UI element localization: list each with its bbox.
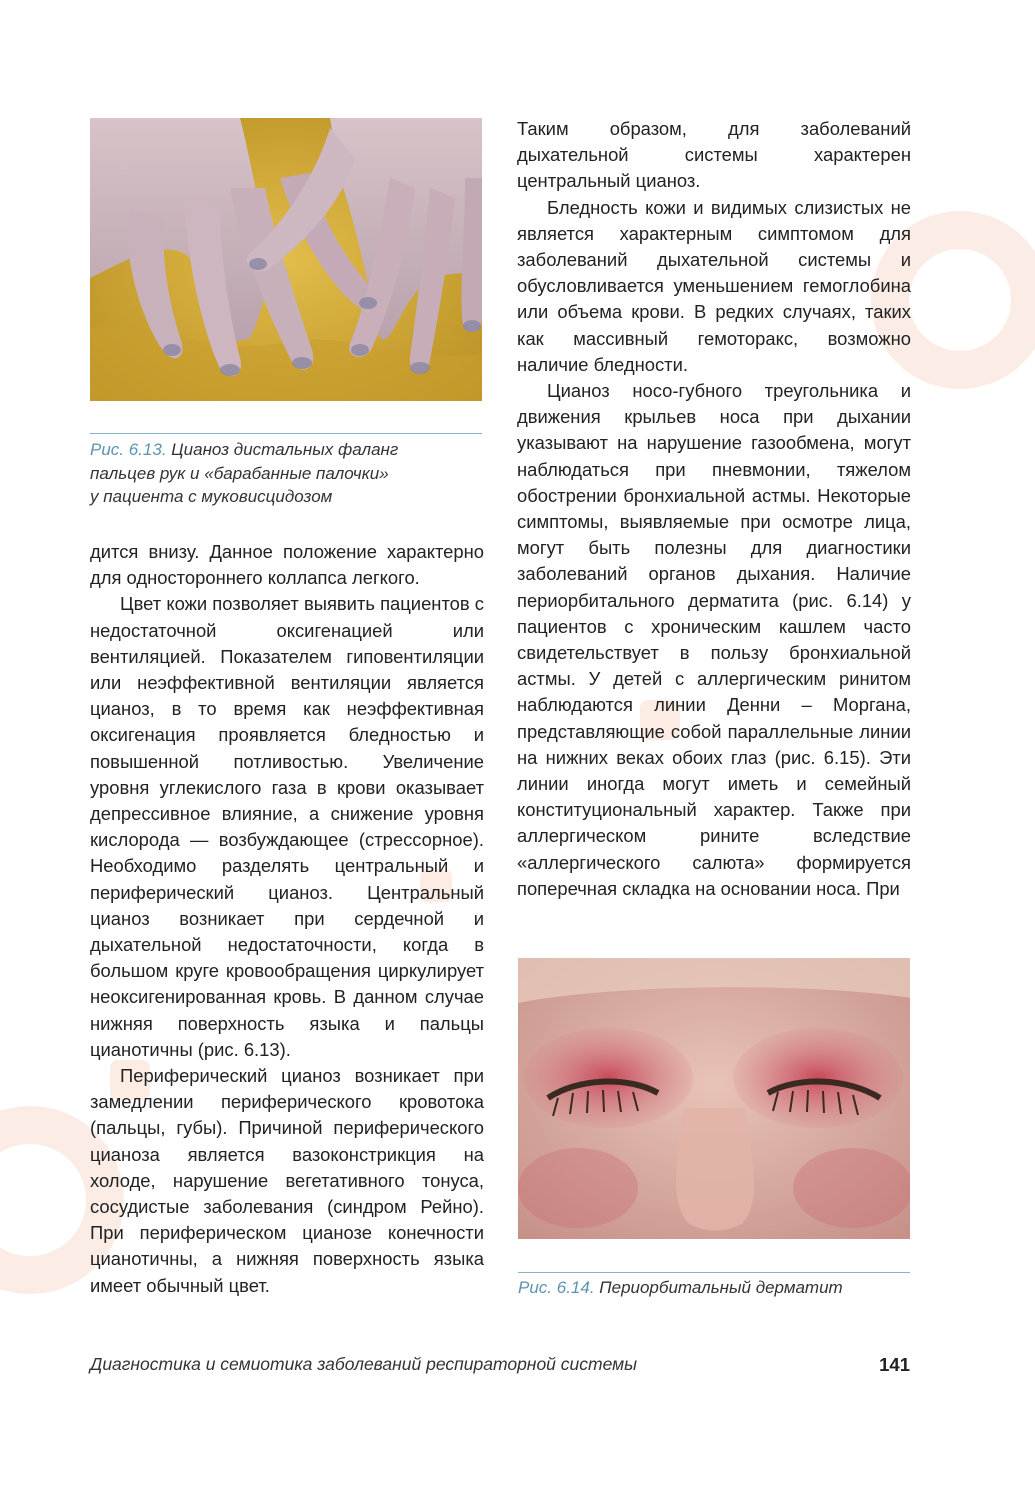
figure-6-14-label: Рис. 6.14. — [518, 1278, 595, 1297]
figure-6-13-caption-line-2: пальцев рук и «барабанные палочки» — [90, 463, 389, 483]
figure-6-13-caption-line-1: Цианоз дистальных фаланг — [171, 440, 399, 459]
right-paragraph-2: Бледность кожи и видимых слизистых не является характерным симптомом для заболеваний дыхательной системы и обусловливается уменьшением гемоглобина или объема крови. В редких случаях, таких как массивный гемоторакс, возможно наличие бледности. — [517, 196, 911, 375]
hands-cyanosis-photo — [90, 118, 482, 401]
periorbital-dermatitis-photo — [518, 958, 910, 1239]
right-paragraph-3: Цианоз носо-губного треугольника и движения крыльев носа при дыхании указывают на нарушение газообмена, могут наблюдаться при пневмонии, тяжелом обострении бронхиальной астмы. Некоторые симптомы, выявляемые при осмотре лица, могут быть полезны для диагностики заболеваний органов дыхания. Наличие периорбитального дерматита (рис. 6.14) у пациентов с хроническим кашлем часто свидетельствует в пользу бронхиальной астмы. У детей с аллергическим ринитом наблюдаются линии Денни – Моргана, представляющие собой параллельные линии на нижних веках обоих глаз (рис. 6.15). Эти линии иногда могут иметь и семейный конституциональный характер. Также при аллергическом рините вследствие «аллергического салюта» формируется поперечная складка на основании носа. При — [517, 380, 911, 899]
left-column-text — [90, 539, 484, 1299]
right-paragraph-1: Таким образом, для заболеваний дыхательной системы характерен центральный цианоз. — [517, 118, 911, 192]
left-paragraph-3: Периферический цианоз возникает при замедлении периферического кровотока (пальцы, губы). Причиной периферического цианоза является вазоконстрикция на холоде, нарушение вегетативного тонуса, сосудистые заболевания (синдром Рейно). При периферическом цианозе конечности цианотичны, а нижняя поверхность языка имеет обычный цвет. — [90, 1065, 484, 1296]
caption-rule-14 — [518, 1272, 910, 1273]
left-paragraph-1: дится внизу. Данное положение характерно для одностороннего коллапса легкого. — [90, 541, 484, 589]
figure-6-13-label: Рис. 6.13. — [90, 440, 167, 459]
page-number: 141 — [879, 1354, 910, 1375]
figure-6-13-caption — [90, 438, 490, 509]
left-paragraph-2: Цвет кожи позволяет выявить пациентов с недостаточной оксигенацией или вентиляцией. Показателем гиповентиляции или неэффективной вентиляции является цианоз, в то время как неэффективная оксигенация проявляется бледностью и повышенной потливостью. Увеличение уровня углекислого газа в крови оказывает депрессивное влияние, а снижение уровня кислорода — возбуждающее (стрессорное). Необходимо разделять центральный и периферический цианоз. Центральный цианоз возникает при сердечной и дыхательной недостаточности, когда в большом круге кровообращения циркулирует неоксигенированная кровь. В данном случае нижняя поверхность языка и пальцы цианотичны (рис. 6.13). — [90, 593, 484, 1060]
running-footer-title: Диагностика и семиотика заболеваний респираторной системы — [90, 1354, 637, 1374]
figure-6-13-caption-line-3: у пациента с муковисцидозом — [90, 487, 333, 506]
figure-6-14-caption-text: Периорбитальный дерматит — [599, 1278, 843, 1297]
caption-rule-13 — [90, 433, 482, 434]
right-column-text — [517, 116, 911, 902]
figure-6-14-caption — [518, 1276, 918, 1300]
